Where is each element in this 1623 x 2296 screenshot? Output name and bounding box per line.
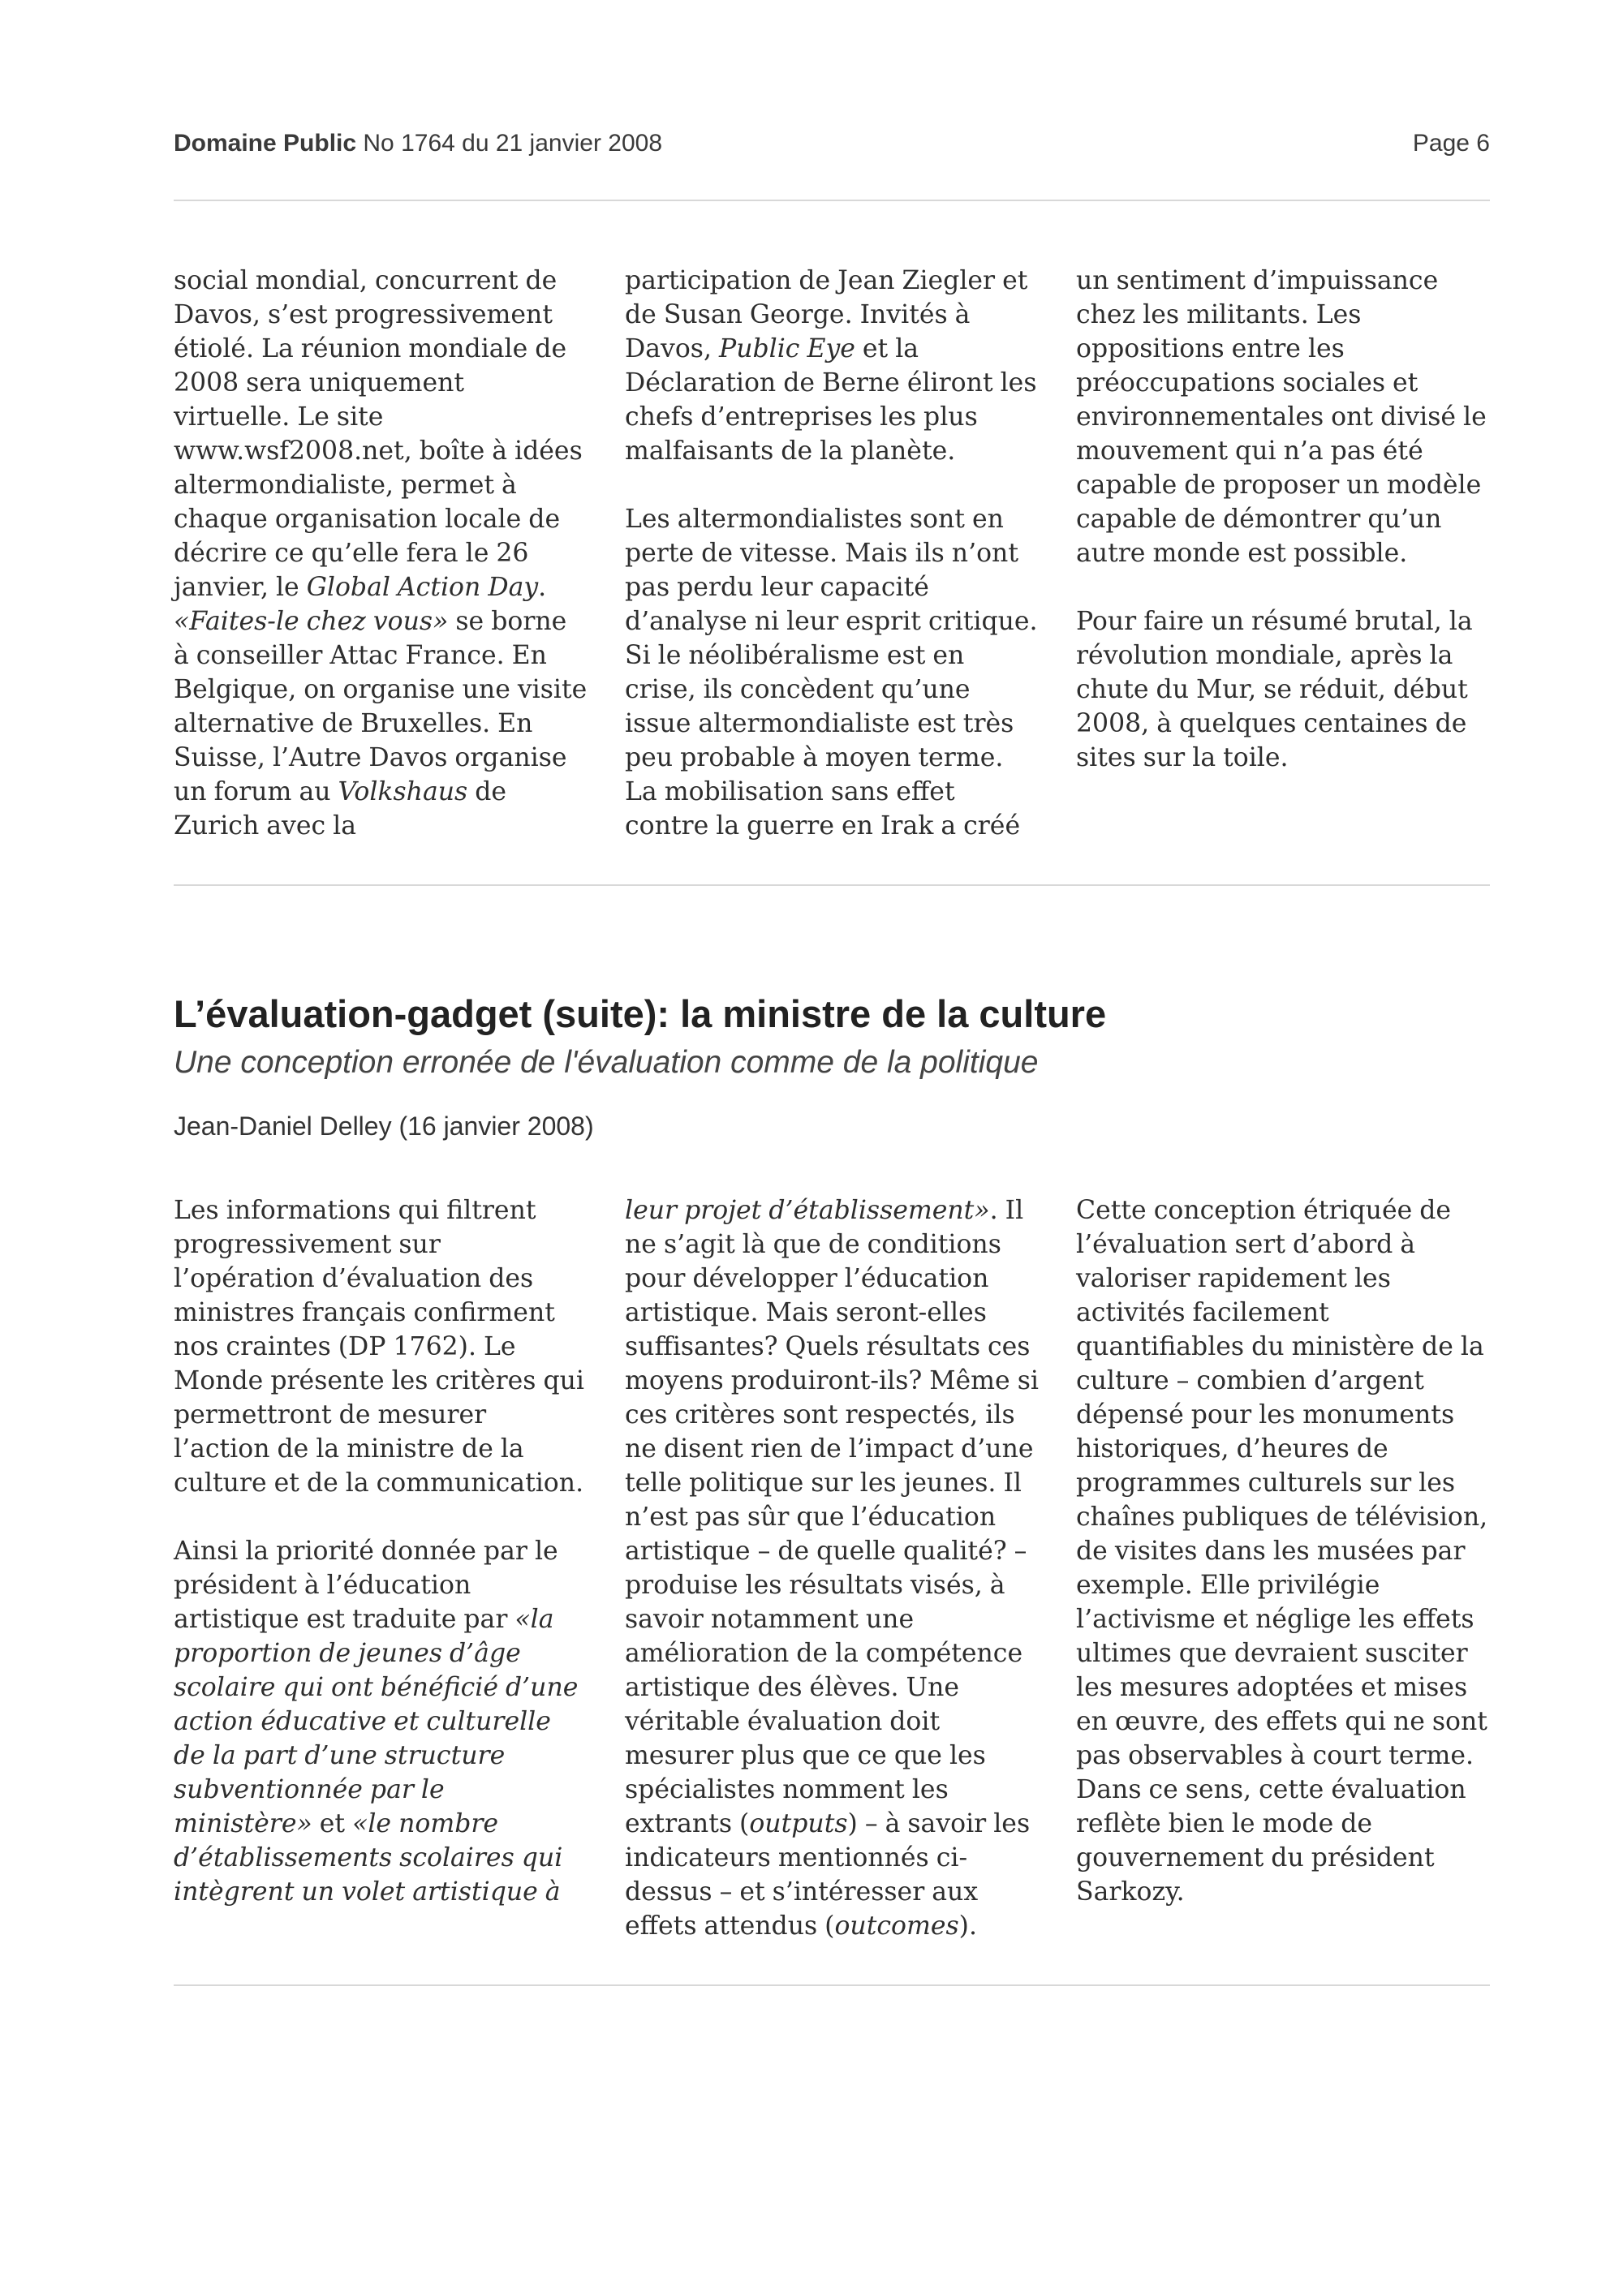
paragraph: Les informations qui filtrent progressivement sur l’opération d’évaluation des ministres français confirment nos craintes (DP 1762). Le Monde présente les critères qui permettront de mesurer l’action de la ministre de la culture et de la communication. xyxy=(174,1196,584,1498)
header-divider xyxy=(174,200,1490,201)
article-title: L’évaluation-gadget (suite): la ministre de la culture xyxy=(174,992,1107,1035)
text-column xyxy=(1076,264,1490,843)
italic-text: outputs xyxy=(749,1809,848,1838)
italic-text: Volkshaus xyxy=(338,777,468,806)
publication-name: Domaine Public xyxy=(174,130,357,157)
paragraph: Les altermondialistes sont en perte de vitesse. Mais ils n’ont pas perdu leur capacité d’analyse ni leur esprit critique. Si le néolibéralisme est en crise, ils concèdent qu’une issue altermondialiste est très peu probable à moyen terme. La mobilisation sans effet contre la guerre en Irak a créé xyxy=(625,505,1038,841)
issue-info: No 1764 du 21 janvier 2008 xyxy=(363,130,663,157)
text-column xyxy=(625,1193,1039,1943)
paragraph: leur projet d’établissement». Il ne s’agit là que de conditions pour développer l’éducation artistique. Mais seront-elles suffisantes? Quels résultats ces moyens produiront-ils? Même si ces critères sont respectés, ils ne disent rien de l’impact d’une telle politique sur les jeunes. Il n’est pas sûr que l’éducation artistique – de quelle qualité? – produise les résultats visés, à savoir notamment une amélioration de la compétence artistique des élèves. Une véritable évaluation doit mesurer plus que ce que les spécialistes nomment les extrants (outputs) – à savoir les indicateurs mentionnés ci-dessus – et s’intéresser aux effets attendus (outcomes). xyxy=(625,1196,1039,1941)
italic-text: «Faites-le chez vous» xyxy=(174,607,449,636)
text-column xyxy=(174,1193,588,1943)
paragraph: Ainsi la priorité donnée par le président à l’éducation artistique est traduite par «la proportion de jeunes d’âge scolaire qui ont bénéficié d’une action éducative et culturelle de la part d’une structure subventionnée par le ministère» et «le nombre d’établissements scolaires qui intègrent un volet artistique à xyxy=(174,1537,579,1907)
section-divider xyxy=(174,884,1490,886)
italic-text: leur projet d’établissement» xyxy=(625,1196,990,1225)
text-column xyxy=(1076,1193,1490,1943)
article-subtitle: Une conception erronée de l'évaluation comme de la politique xyxy=(174,1045,1039,1080)
page-number: Page 6 xyxy=(1412,130,1490,157)
text-column xyxy=(174,264,588,843)
italic-text: Public Eye xyxy=(719,334,855,363)
italic-text: Global Action Day xyxy=(306,573,539,602)
page-header xyxy=(174,130,1490,170)
previous-article-columns xyxy=(174,264,1490,843)
text-column xyxy=(625,264,1039,843)
paragraph: Pour faire un résumé brutal, la révolution mondiale, après la chute du Mur, se réduit, début 2008, à quelques centaines de sites sur la toile. xyxy=(1076,607,1473,772)
article-columns xyxy=(174,1193,1490,1943)
italic-text: «la proportion de jeunes d’âge scolaire qui ont bénéficié d’une action éducative et culturelle de la part d’une structure subventionnée par le ministère» xyxy=(174,1605,579,1838)
italic-text: outcomes xyxy=(834,1911,959,1941)
footer-divider xyxy=(174,1984,1490,1986)
paragraph: participation de Jean Ziegler et de Susan George. Invités à Davos, Public Eye et la Déclaration de Berne éliront les chefs d’entreprises les plus malfaisants de la planète. xyxy=(625,266,1037,466)
paragraph: social mondial, concurrent de Davos, s’est progressivement étiolé. La réunion mondiale de 2008 sera uniquement virtuelle. Le site www.wsf2008.net, boîte à idées altermondialiste, permet à chaque organisation locale de décrire ce qu’elle fera le 26 janvier, le Global Action Day. «Faites-le chez vous» se borne à conseiller Attac France. En Belgique, on organise une visite alternative de Bruxelles. En Suisse, l’Autre Davos organise un forum au Volkshaus de Zurich avec la xyxy=(174,266,588,841)
paragraph: Cette conception étriquée de l’évaluation sert d’abord à valoriser rapidement les activités facilement quantifiables du ministère de la culture – combien d’argent dépensé pour les monuments historiques, d’heures de programmes culturels sur les chaînes publiques de télévision, de visites dans les musées par exemple. Elle privilégie l’activisme et néglige les effets ultimes que devraient susciter les mesures adoptées et mises en œuvre, des effets qui ne sont pas observables à court terme. Dans ce sens, cette évaluation reflète bien le mode de gouvernement du président Sarkozy. xyxy=(1076,1196,1488,1907)
paragraph: un sentiment d’impuissance chez les militants. Les oppositions entre les préoccupations sociales et environnementales ont divisé le mouvement qui n’a pas été capable de proposer un modèle capable de démontrer qu’un autre monde est possible. xyxy=(1076,266,1487,568)
italic-text: «le nombre d’établissements scolaires qui intègrent un volet artistique à xyxy=(174,1809,563,1907)
byline: Jean-Daniel Delley (16 janvier 2008) xyxy=(174,1111,594,1141)
